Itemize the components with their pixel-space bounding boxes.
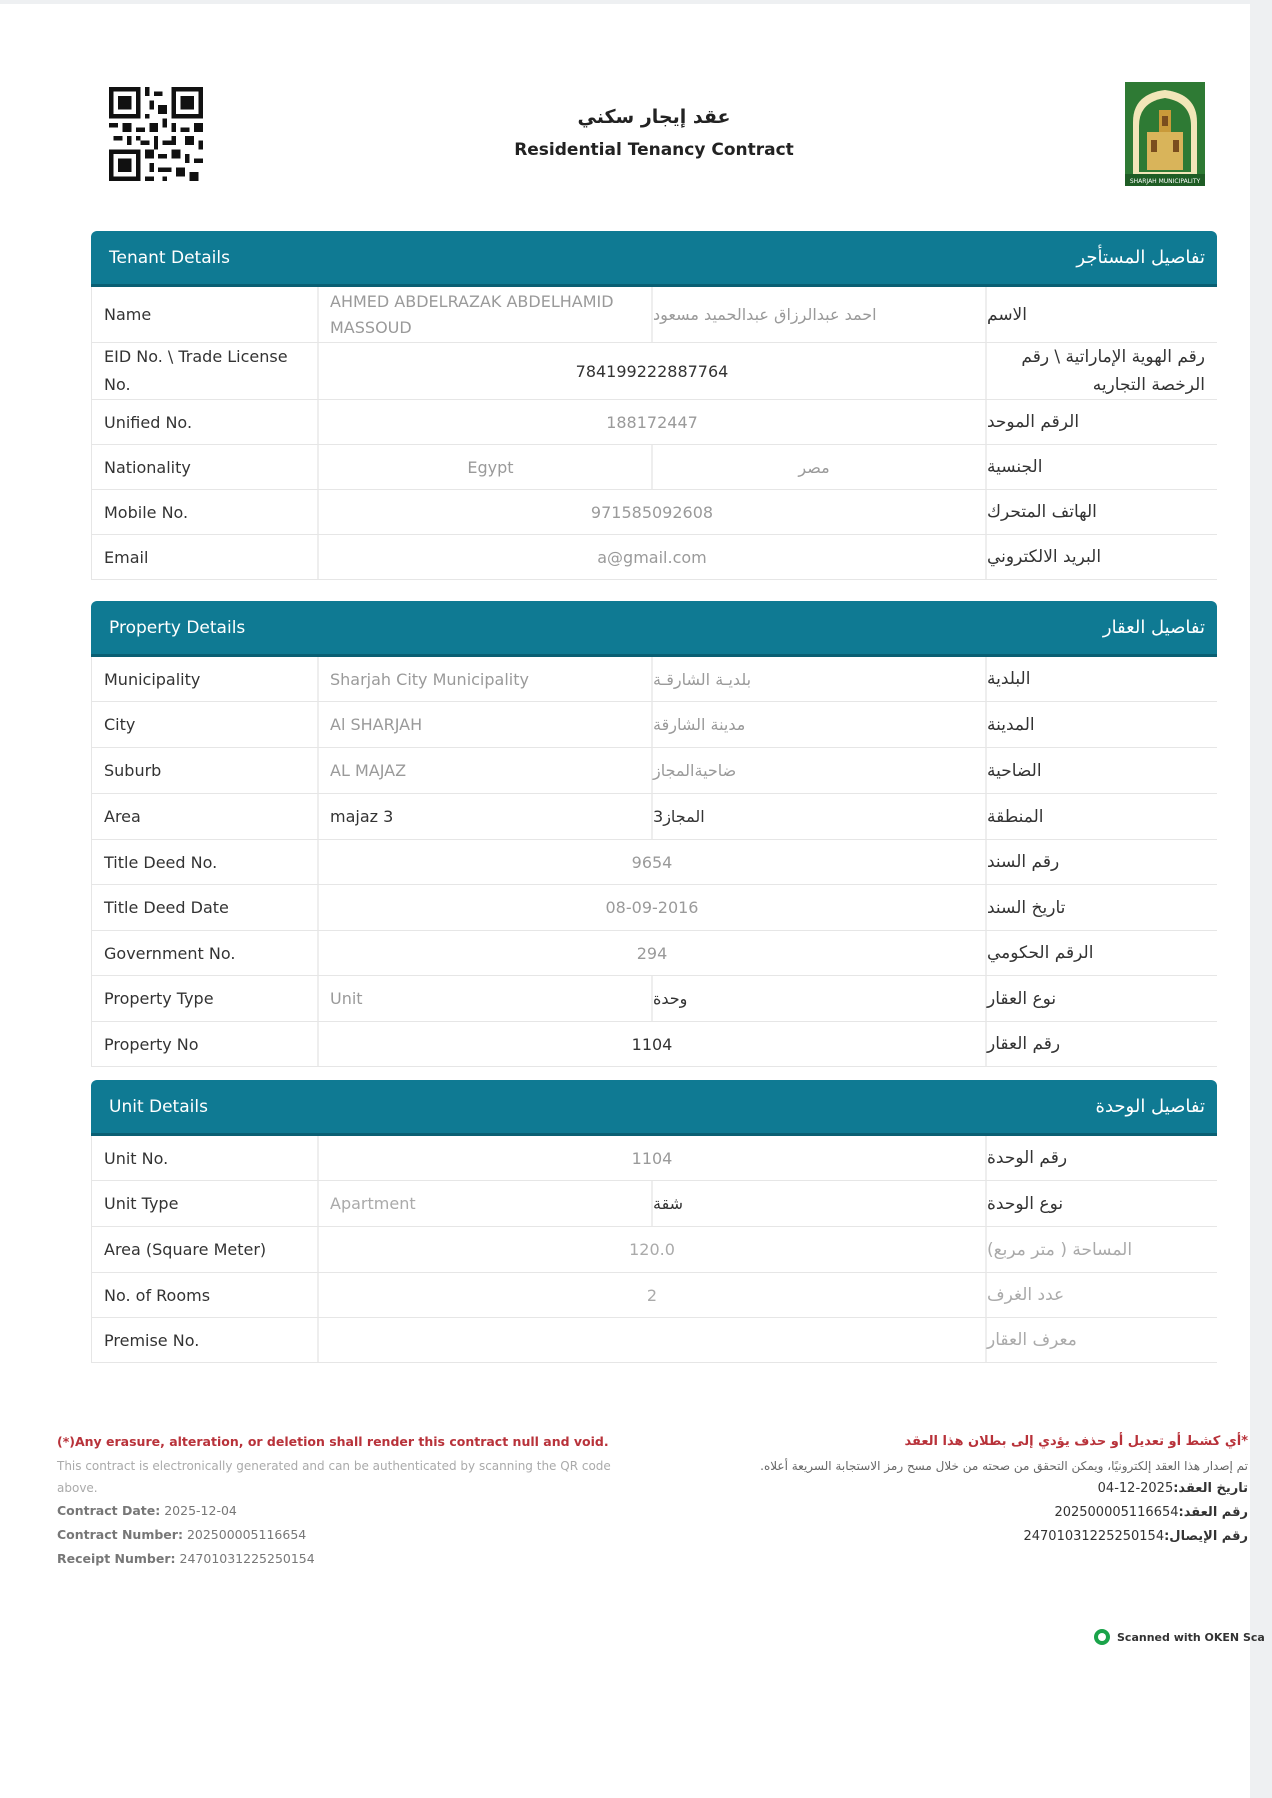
footer-english (57, 1434, 647, 1571)
row-label-ar: الرقم الموحد (987, 412, 1080, 432)
row-label-ar: المساحة ( متر مربع) (987, 1239, 1133, 1260)
row-value: 188172447 (319, 400, 987, 444)
title-english: Residential Tenancy Contract (514, 140, 794, 160)
row-value: 971585092608 (319, 490, 987, 534)
row-label-en: Email (91, 535, 319, 579)
table-row (91, 885, 1217, 931)
row-value: 1104 (319, 1022, 987, 1066)
row-value-ar: شقة (653, 1181, 987, 1226)
contract-number-ar (690, 1501, 1248, 1525)
warning-en: (*)Any erasure, alteration, or deletion shall render this contract null and void. (57, 1434, 609, 1449)
row-label-en: Nationality (91, 445, 319, 489)
row-label-en: Premise No. (91, 1318, 319, 1362)
row-label-ar: نوع الوحدة (987, 1193, 1064, 1214)
row-label-ar: الجنسية (987, 457, 1043, 477)
table-row (91, 1227, 1217, 1273)
table-row (91, 931, 1217, 976)
scanner-watermark (1093, 1628, 1265, 1646)
table-row (91, 1181, 1217, 1227)
row-value-ar: احمد عبدالرزاق عبدالحميد مسعود (653, 287, 987, 342)
table-row (91, 445, 1217, 490)
row-label-en: Mobile No. (91, 490, 319, 534)
table-row (91, 840, 1217, 885)
row-label-en: Unit No. (91, 1136, 319, 1180)
row-label-en: Name (91, 287, 319, 342)
row-label-ar: عدد الغرف (987, 1285, 1065, 1305)
row-label-en: Unit Type (91, 1181, 319, 1226)
row-label-en: Unified No. (91, 400, 319, 444)
row-label-ar: المنطقة (987, 806, 1044, 827)
contract-number-value-ar: 202500005116654 (1054, 1505, 1179, 1520)
row-label-en: Property Type (91, 976, 319, 1021)
table-row (91, 343, 1217, 400)
row-label-en: Municipality (91, 657, 319, 701)
page-edge-right (1250, 0, 1272, 1798)
row-label-ar: نوع العقار (987, 988, 1057, 1009)
unit-details-section (91, 1080, 1217, 1363)
note-en: This contract is electronically generated and can be authenticated by scanning the QR code above. (57, 1459, 611, 1495)
row-value: 784199222887764 (319, 343, 987, 399)
row-value (319, 1318, 987, 1362)
row-value-ar: مدينة الشارقة (653, 702, 987, 747)
table-row (91, 535, 1217, 580)
table-row (91, 400, 1217, 445)
receipt-number-label-ar: رقم الإيصال: (1164, 1529, 1248, 1544)
row-value-ar: مصر (653, 445, 987, 489)
row-value-en: Unit (319, 976, 653, 1021)
contract-number-label-ar: رقم العقد: (1178, 1505, 1248, 1520)
row-value: 9654 (319, 840, 987, 884)
property-details-section (91, 601, 1217, 1067)
row-label-en: Property No (91, 1022, 319, 1066)
row-label-en: EID No. \ Trade License No. (91, 343, 319, 399)
table-row (91, 702, 1217, 748)
note-ar: تم إصدار هذا العقد إلكترونيًا، ويمكن التحقق من صحته من خلال مسح رمز الاستجابة السريعة أعلاه. (760, 1459, 1248, 1473)
table-row (91, 1022, 1217, 1067)
tenant-header-ar: تفاصيل المستأجر (1076, 247, 1205, 268)
row-label-en: No. of Rooms (91, 1273, 319, 1317)
receipt-number-value: 24701031225250154 (179, 1551, 315, 1566)
row-label-ar: الرقم الحكومي (987, 943, 1094, 963)
row-value-en: AL MAJAZ (319, 748, 653, 793)
row-value-ar: المجاز3 (653, 794, 987, 839)
row-label-ar: رقم السند (987, 852, 1060, 872)
row-label-en: Title Deed Date (91, 885, 319, 930)
row-label-en: Government No. (91, 931, 319, 975)
row-label-ar: رقم الوحدة (987, 1148, 1068, 1168)
row-value-ar: ضاحيةالمجاز (653, 748, 987, 793)
unit-header-en: Unit Details (109, 1096, 208, 1117)
row-value-en: Sharjah City Municipality (319, 657, 653, 701)
row-label-en: Area (91, 794, 319, 839)
receipt-number-label: Receipt Number: (57, 1551, 176, 1566)
logo-caption: SHARJAH MUNICIPALITY (1129, 178, 1201, 185)
property-details-header (91, 601, 1217, 654)
receipt-number-value-ar: 24701031225250154 (1023, 1529, 1165, 1544)
table-row (91, 1136, 1217, 1181)
property-header-en: Property Details (109, 617, 246, 638)
row-value: 1104 (319, 1136, 987, 1180)
row-value: a@gmail.com (319, 535, 987, 579)
row-value-en: Apartment (319, 1181, 653, 1226)
row-label-ar: رقم الهوية الإماراتية \ رقم الرخصة التجاريه (1021, 347, 1205, 395)
receipt-number-en (57, 1547, 647, 1571)
scanner-logo-icon (1093, 1628, 1111, 1646)
table-row (91, 490, 1217, 535)
row-value: 08-09-2016 (319, 885, 987, 930)
contract-date-value: 2025-12-04 (164, 1503, 237, 1518)
table-row (91, 976, 1217, 1022)
row-label-ar: المدينة (987, 714, 1035, 735)
table-row (91, 748, 1217, 794)
row-value: 120.0 (319, 1227, 987, 1272)
contract-date-label: Contract Date: (57, 1503, 161, 1518)
table-row (91, 657, 1217, 702)
contract-number-en (57, 1523, 647, 1547)
unit-details-header (91, 1080, 1217, 1133)
row-value-ar: وحدة (653, 976, 987, 1021)
row-label-ar: البلدية (987, 669, 1031, 689)
qr-code (109, 87, 203, 181)
row-value-en: majaz 3 (319, 794, 653, 839)
row-value-en: AHMED ABDELRAZAK ABDELHAMID MASSOUD (319, 287, 653, 342)
row-value: 294 (319, 931, 987, 975)
table-row (91, 287, 1217, 343)
row-label-ar: الاسم (987, 304, 1027, 325)
row-label-en: Area (Square Meter) (91, 1227, 319, 1272)
contract-date-en (57, 1499, 647, 1523)
page-edge-top (0, 0, 1250, 4)
row-label-en: City (91, 702, 319, 747)
row-value: 2 (319, 1273, 987, 1317)
table-row (91, 1273, 1217, 1318)
row-label-ar: البريد الالكتروني (987, 547, 1102, 567)
contract-number-value: 202500005116654 (186, 1527, 307, 1542)
receipt-number-ar (690, 1525, 1248, 1549)
table-row (91, 1318, 1217, 1363)
row-label-ar: رقم العقار (987, 1034, 1061, 1054)
row-value-en: Egypt (319, 445, 653, 489)
scanner-text: Scanned with OKEN Sca (1117, 1630, 1265, 1644)
row-label-en: Title Deed No. (91, 840, 319, 884)
row-label-ar: معرف العقار (987, 1330, 1077, 1350)
contract-date-ar (690, 1477, 1248, 1501)
tenant-details-header (91, 231, 1217, 284)
tenant-header-en: Tenant Details (109, 247, 230, 268)
footer-arabic (690, 1434, 1248, 1549)
sharjah-municipality-logo (1125, 82, 1205, 186)
title-arabic: عقد إيجار سكني (577, 106, 731, 128)
row-value-en: Al SHARJAH (319, 702, 653, 747)
row-label-ar: الضاحية (987, 760, 1042, 781)
property-header-ar: تفاصيل العقار (1102, 617, 1205, 638)
table-row (91, 794, 1217, 840)
row-label-ar: تاريخ السند (987, 897, 1066, 918)
contract-date-label-ar: تاريخ العقد: (1173, 1481, 1248, 1496)
contract-date-value-ar: 2025-12-04 (1097, 1481, 1174, 1496)
row-label-en: Suburb (91, 748, 319, 793)
unit-header-ar: تفاصيل الوحدة (1095, 1096, 1205, 1117)
warning-ar: *أي كشط أو تعديل أو حذف يؤدي إلى بطلان هذا العقد (904, 1434, 1248, 1449)
row-label-ar: الهاتف المتحرك (987, 502, 1097, 522)
contract-number-label: Contract Number: (57, 1527, 183, 1542)
row-value-ar: بلديـة الشارقـة (653, 657, 987, 701)
tenant-details-section (91, 231, 1217, 580)
